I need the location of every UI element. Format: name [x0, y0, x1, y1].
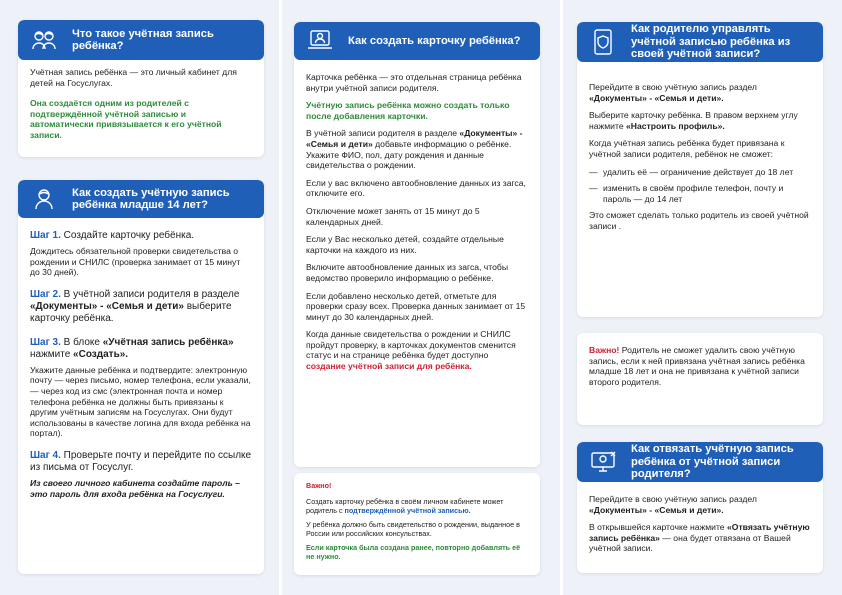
important-delete-card: [577, 333, 823, 425]
p-multiple-children: Если у Вас несколько детей, создайте отдельные карточки на каждого из них.: [306, 234, 504, 255]
p-unlink: В открывшейся карточке нажмите «Отвязать учётную запись ребёнка» — она будет отвязана от Вашей учётной записи.: [589, 522, 810, 554]
note-p3: Если карточка была создана ранее, повторно добавлять её не нужно.: [306, 543, 521, 561]
unlink-child-account-card: [577, 442, 823, 573]
p-requirement: Учётную запись ребёнка можно создать только после добавления карточки.: [306, 100, 510, 121]
step-4: Шаг 4. Проверьте почту и перейдите по ссылке из письма от Госуслуг.: [30, 449, 252, 473]
card-header: [18, 20, 264, 60]
p-status-change: Когда данные свидетельства о рождении и СНИЛС пройдут проверку, в карточках документов сменится статус и на странице ребёнка будет доступно создание учётной записи для ребёнка.: [306, 329, 516, 372]
p-go-to: Перейдите в свою учётную запись раздел «Документы» - «Семья и дети».: [589, 494, 757, 515]
p-go-to: Перейдите в свою учётную запись раздел «Документы» - «Семья и дети».: [589, 82, 757, 103]
step-3: Шаг 3. В блоке «Учётная запись ребёнка» нажмите «Создать».: [30, 336, 234, 360]
p-add-info: В учётной записи родителя в разделе «Документы» - «Семья и дети» добавьте информацию о ребёнке. Укажите ФИО, пол, дату рождения и данные свидетельства о рождении.: [306, 128, 523, 171]
p-only-parent: Это сможет сделать только родитель из своей учётной записи .: [589, 210, 809, 231]
p-configure: Выберите карточку ребёнка. В правом верхнем углу нажмите «Настроить профиль».: [589, 110, 798, 131]
p-autoupdate-off: Если у вас включено автообновление данных из загса, отключите его.: [306, 177, 526, 199]
card-title: Как создать учётную запись ребёнка младше 14 лет?: [72, 186, 230, 211]
step-3-note: Укажите данные ребёнка и подтвердите: электронную почту — через письмо, номер телефона, если указали, — через код из смс (электронная почта и номер телефона ребёнка не должны быть привязаны к другим учётным записям на Госуслугах. Они будут использованы в качестве логина для входа ребёнка на портал).: [30, 364, 251, 439]
child-icon: [30, 185, 58, 213]
card-title: Как родителю управлять учётной записью ребёнка из своей учётной записи?: [631, 23, 791, 61]
create-child-card-card: [294, 22, 540, 467]
card-header: [18, 180, 264, 218]
children-icon: [30, 26, 58, 54]
p-definition: Карточка ребёнка — это отдельная страница ребёнка внутри учётной записи родителя.: [306, 72, 522, 93]
note-p2: У ребёнка должно быть свидетельство о рождении, выданное в России или российских консульствах.: [306, 520, 520, 538]
important-text: Важно! Родитель не сможет удалить свою учётную запись, если к ней привязана учётная запись ребёнка младше 18 лет и она не привязана к учётной записи второго родителя.: [589, 345, 805, 387]
p-check-all: Если добавлено несколько детей, отметьте для проверки сразу всех. Проверка данных занимает от 15 минут до 30 календарных дней.: [306, 290, 526, 322]
what-is-child-account-card: [18, 20, 264, 157]
card-header: [577, 442, 823, 482]
card-title: Что такое учётная запись ребёнка?: [72, 27, 214, 52]
creation-note: Она создаётся одним из родителей с подтверждённой учётной записью и автоматически привязывается к его учётной записи.: [30, 98, 222, 140]
card-header: [294, 22, 540, 60]
step-1: Шаг 1. Создайте карточку ребёнка.: [30, 230, 195, 241]
note-p1: Создать карточку ребёнка в своём личном кабинете может родитель с подтверждённой учётной записью.: [306, 497, 504, 515]
step-1-note: Дождитесь обязательной проверки свидетельства о рождении и СНИЛС (проверка занимает от 15 минут до 30 дней).: [30, 246, 241, 278]
p-autoupdate-on: Включите автообновление данных из загса, чтобы ведомство проверило информацию о ребёнке.: [306, 262, 509, 283]
card-header: [577, 22, 823, 62]
step-2: Шаг 2. В учётной записи родителя в разделе «Документы» - «Семья и дети» выберите карточку ребёнка.: [30, 288, 240, 324]
restriction-item: — удалить её — ограничение действует до 18 лет: [589, 166, 794, 177]
phone-shield-icon: [589, 28, 617, 56]
monitor-unlink-icon: [589, 448, 617, 476]
note-title: Важно!: [306, 481, 332, 490]
manage-child-account-card: [577, 22, 823, 317]
card-title: Как отвязать учётную запись ребёнка от учётной записи родителя?: [631, 443, 794, 481]
card-title: Как создать карточку ребёнка?: [348, 34, 521, 47]
definition-text: Учётная запись ребёнка — это личный кабинет для детей на Госуслугах.: [30, 67, 237, 88]
p-restriction: Когда учётная запись ребёнка будет привязана к учётной записи родителя, ребёнок не сможет:: [589, 138, 785, 159]
important-note-card: [294, 473, 540, 575]
create-account-under-14-card: [18, 180, 264, 574]
p-disable-time: Отключение может занять от 15 минут до 5 календарных дней.: [306, 205, 480, 227]
laptop-child-icon: [306, 27, 334, 55]
step-4-note: Из своего личного кабинета создайте пароль – это пароль для входа ребёнка на Госуслуги.: [30, 477, 240, 499]
restriction-item: — изменить в своём профиле телефон, почту и пароль — до 14 лет: [589, 183, 784, 204]
